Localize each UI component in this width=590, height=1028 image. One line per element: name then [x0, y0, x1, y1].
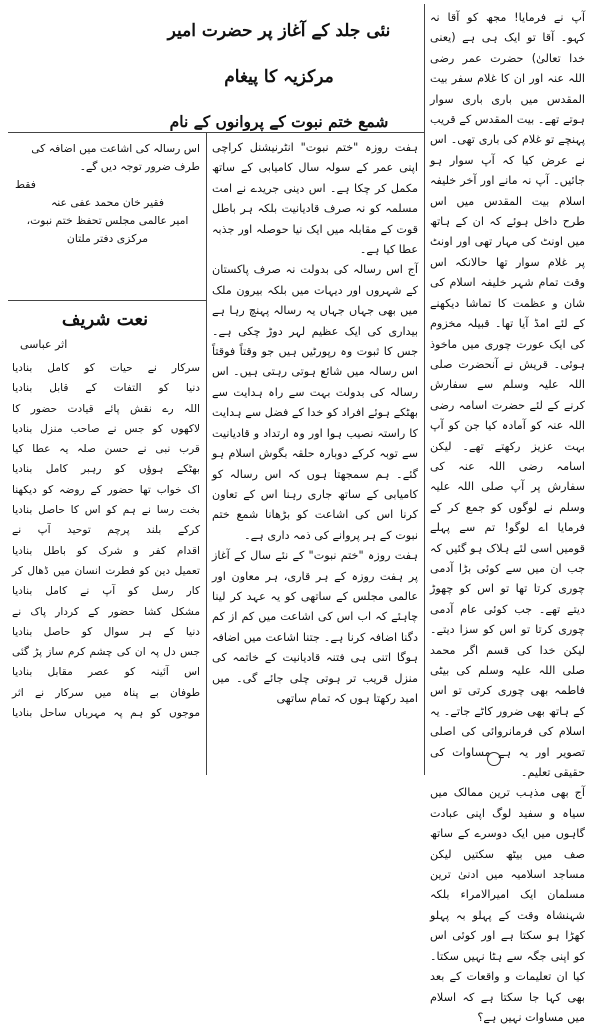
verse-line: بھٹکے ہوؤں کو رہبر کامل بنادیا	[12, 463, 200, 476]
verse-line: مشکل کشا حضور کے کردار پاک نے	[12, 605, 200, 618]
headline	[140, 8, 418, 144]
column-divider-right	[424, 4, 425, 775]
verse-line: کرکے بلند پرچم توحید آپ نے	[12, 524, 200, 537]
nath-poet: اثر عباسی	[20, 338, 68, 351]
middle-paragraph: ہفت روزہ "ختم نبوت" کے نئے سال کے آغاز پر ہفت روزہ کے ہر قاری، ہر معاون اور عالمی مجلس کے ساتھی کو یہ عہد کر لینا چاہئے کہ اب اس کی اشاعت میں کم از کم دگنا اضافہ کرنا ہے۔ جتنا اشاعت میں اضافہ ہوگا اتنی ہی فتنہ قادیانیت کے خاتمہ کی منزل قریب تر ہوتی چلی جائے گی۔ میں امید رکھتا ہوں کہ تمام ساتھی	[212, 549, 418, 705]
verse-line: بخت رسا نے ہم کو اس کا حاصل بنادیا	[12, 504, 200, 517]
verse-line: قرب نبی نے حسن صلہ یہ عطا کیا	[12, 443, 200, 456]
right-column	[430, 8, 585, 1028]
verse-line: اس آئینہ کو عصر مقابل بنادیا	[12, 666, 200, 679]
verse-line: کار رسل کو آپ نے کامل بنادیا	[12, 585, 200, 598]
verse-line: دنیا کو التفات کے قابل بنادیا	[12, 382, 200, 395]
right-paragraph: آپ نے فرمایا! مجھ کو آقا نہ کہو۔ آقا تو ایک ہی ہے (یعنی خدا تعالیٰ) حضرت عمر رضی اللہ عنہ اور ان کا غلام سفر بیت المقدس میں باری باری سوار ہوتے تھے۔ بیت المقدس کے قریب پہنچے تو غلام کی باری تھی۔ اس نے عرض کیا کہ آپ سوار ہو جائیں۔ آپ نہ مانے اور آخر خلیفہ اسلام بیت المقدس میں اس طرح داخل ہوئے کہ ان کے ہاتھ میں اونٹ کی مہار تھی اور اونٹ پر غلام سوار تھا حالانکہ اس وقت تمام شہر خلیفہ اسلام کی شان و عظمت کا تماشا دیکھنے کے لئے امڈ آیا تھا۔ قبیلہ مخزوم کی ایک عورت چوری میں ماخوذ ہوئی۔ قریش نے آنحضرت صلی اللہ علیہ وسلم سے سفارش کرنے کے لئے حضرت اسامہ رضی اللہ عنہ کو آمادہ کیا جن کو آپ بہت عزیز رکھتے تھے۔ لیکن اسامہ رضی اللہ عنہ کی سفارش پر آپ صلی اللہ علیہ وسلم نے لوگوں کو جمع کر کے فرمایا اے لوگو! تم سے پہلے قومیں اسی لئے ہلاک ہو گئیں کہ جب ان میں سے کوئی بڑا آدمی چوری کرتا تھا تو اس کو چھوڑ دیتے تھے۔ جب کوئی عام آدمی چوری کرتا تو اس کو سزا دیتے۔ لیکن خدا کی قسم اگر محمد صلی اللہ علیہ وسلم کی بیٹی فاطمہ بھی چوری کرتی تو اس کے ہاتھ بھی ضرور کاٹے جاتے۔ یہ اسلام کی فرمانروائی کی اصلی تصویر اور یہ ہے مساوات کی حقیقی تعلیم۔	[430, 11, 585, 780]
closing-fakat: فقط	[15, 178, 36, 191]
closing-text: اس رسالہ کی اشاعت میں اضافہ کی طرف ضرور توجہ دیں گے۔	[31, 142, 200, 173]
headline-subtitle: شمع ختم نبوت کے پروانوں کے نام	[169, 112, 389, 131]
column-divider-left	[206, 132, 207, 775]
nath-title: نعت شریف	[61, 309, 149, 330]
nath-verses	[12, 358, 200, 723]
verse-line: طوفان بے پناہ میں سرکار نے اثر	[12, 686, 200, 699]
verse-line: جس دل پہ ان کی چشم کرم ساز پڑ گئی	[12, 646, 200, 659]
verse-line: موجوں کو ہم پہ مہرباں ساحل بنادیا	[12, 707, 200, 720]
middle-column	[212, 138, 418, 709]
closing-office: امیر عالمی مجلس تحفظ ختم نبوت، مرکزی دفتر ملتان	[26, 214, 189, 245]
verse-line: اک خواب تھا حضور کے روضہ کو دیکھنا	[12, 483, 200, 496]
headline-bottom-rule	[8, 132, 424, 133]
nath-top-rule	[8, 300, 206, 301]
middle-paragraph: آج اس رسالہ کی بدولت نہ صرف پاکستان کے شہروں اور دیہات میں بلکہ بیرون ملک میں بھی جہاں جہاں یہ رسالہ پہنچ رہا ہے بیداری کی ایک عظیم لہر دوڑ چکی ہے۔ جس کا ثبوت وہ رپورٹیں ہیں جو وقتاً فوقتاً اس رسالہ میں شائع ہوتی رہتی ہیں۔ اس رسالہ کی بدولت بہت سے راہ ہدایت سے بھٹکے ہوئے افراد کو خدا کے فضل سے ہدایت کا راستہ نصیب ہوا اور وہ ارتداد و قادیانیت سے توبہ کرکے دوبارہ حلقہ بگوش اسلام ہو گئے۔ ہم سمجھتا ہوں کہ اس رسالہ کو کامیابی کے ساتھ جاری رہنا اس کے تعاون کرنا اس کی اشاعت کو بڑھانا شمع ختم نبوت کے ہر پروانے کی ذمہ داری ہے۔	[212, 263, 418, 542]
verse-line: لاکھوں کو جس نے صاحب منزل بنادیا	[12, 422, 200, 435]
verse-line: سرکار نے حیات کو کامل بنادیا	[12, 362, 200, 374]
circle-ornament	[487, 752, 501, 766]
verse-line: تعمیل دین کو فطرت انسان میں ڈھال کر	[12, 564, 200, 577]
right-paragraph: آج بھی مذہب ترین ممالک میں سیاہ و سفید لوگ اپنی عبادت گاہوں میں ایک دوسرے کے ساتھ صف میں بیٹھ سکتیں لیکن مساجد اسلامیہ میں ادنیٰ ترین مسلمان ایک امیرالامراء بلکہ شہنشاہ وقت کے پہلو بہ پہلو کھڑا ہو سکتا ہے اور کوئی اس کو اپنی جگہ سے ہٹا نہیں سکتا۔ کیا ان تعلیمات و واقعات کے بعد بھی کہا جا سکتا ہے کہ اسلام میں مساوات نہیں ہے؟	[430, 786, 585, 1024]
verse-line: اللہ رے نقش پائے قیادت حضور کا	[12, 402, 200, 415]
middle-paragraph: ہفت روزہ "ختم نبوت" انٹرنیشنل کراچی اپنی عمر کے سولہ سال کامیابی کے ساتھ مکمل کر چکا ہے۔ اس دینی جریدے نے امت مسلمہ کو نہ صرف قادیانیت بلکہ ہر باطل قوت کے مقابلہ میں ایک نیا حوصلہ اور جذبہ عطا کیا ہے۔	[212, 141, 418, 257]
closing-block	[15, 140, 200, 248]
headline-title: نئی جلد کے آغاز پر حضرت امیر مرکزیہ کا پیغام	[167, 21, 391, 87]
verse-line: اقدام کفر و شرک کو باطل بنادیا	[12, 544, 200, 557]
closing-signer: فقیر خان محمد عفی عنہ	[50, 196, 165, 209]
verse-line: دنیا کے ہر سوال کو حاصل بنادیا	[12, 625, 200, 638]
